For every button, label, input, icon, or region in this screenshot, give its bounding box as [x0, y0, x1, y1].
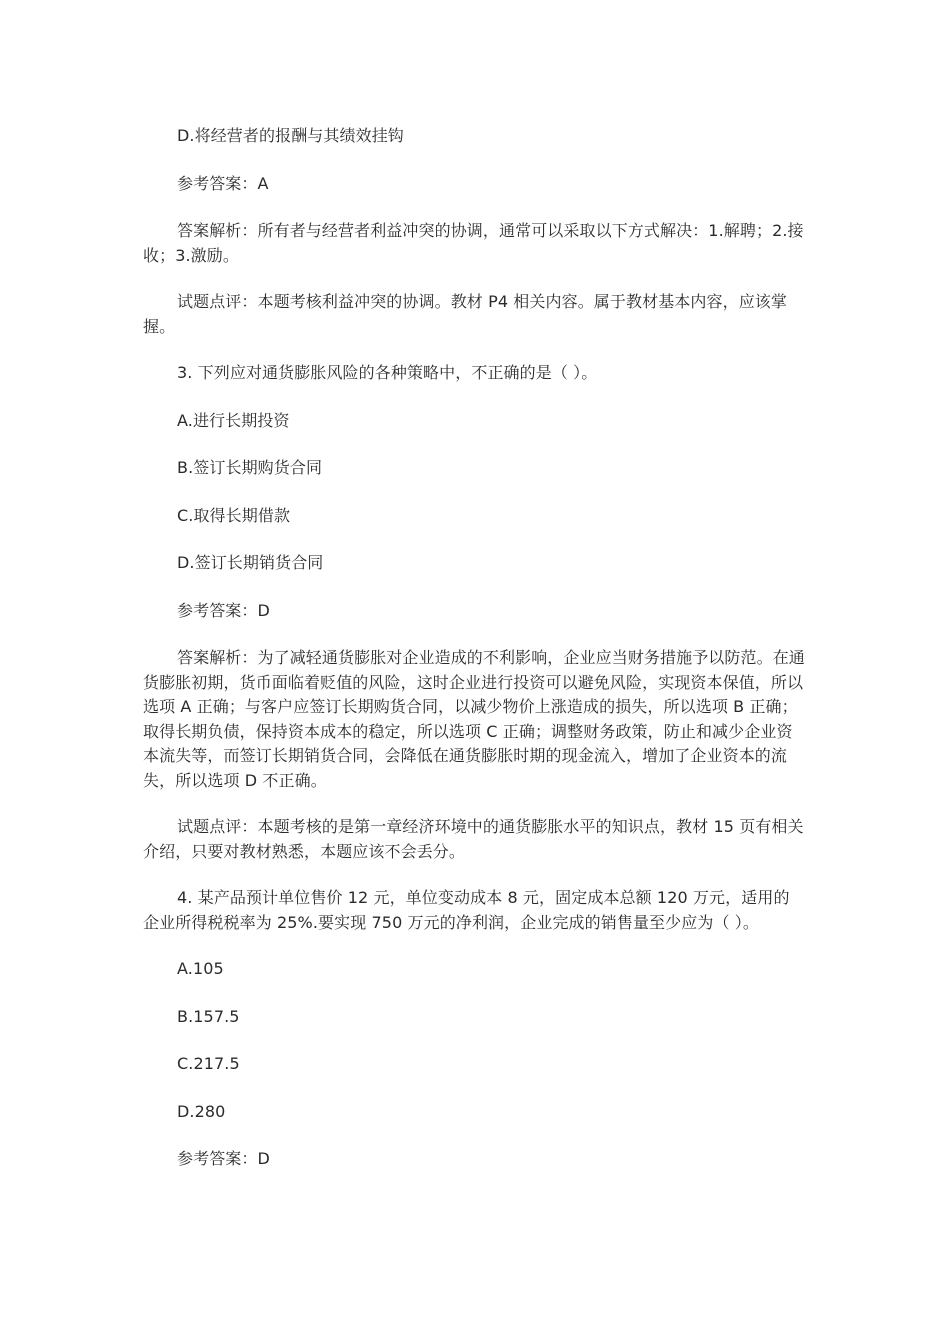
q4-option-a: A.105 — [177, 959, 224, 978]
q4-option-b: B.157.5 — [177, 1006, 240, 1026]
q3-answer: 参考答案：D — [177, 600, 270, 620]
q3-option-a: A.进行长期投资 — [177, 410, 290, 430]
q3-comment: 试题点评：本题考核的是第一章经济环境中的通货膨胀水平的知识点，教材 15 页有相关介绍，只要对教材熟悉，本题应该不会丢分。 — [143, 817, 804, 861]
q2-explanation: 答案解析：所有者与经营者利益冲突的协调，通常可以采取以下方式解决：1.解聘；2.接收；3.激励。 — [143, 221, 804, 265]
q2-comment: 试题点评：本题考核利益冲突的协调。教材 P4 相关内容。属于教材基本内容，应该掌握。 — [143, 292, 788, 336]
document-page — [143, 124, 805, 1195]
q3-stem: 3. 下列应对通货膨胀风险的各种策略中，不正确的是（ ）。 — [177, 363, 598, 382]
q4-option-d: D.280 — [177, 1101, 226, 1121]
q3-option-d: D.签订长期销货合同 — [177, 553, 324, 572]
q4-option-c: C.217.5 — [177, 1054, 240, 1073]
q4-answer: 参考答案：D — [177, 1149, 270, 1168]
q2-answer: 参考答案：A — [177, 173, 269, 193]
q3-option-c: C.取得长期借款 — [177, 505, 291, 525]
q3-explanation: 答案解析：为了减轻通货膨胀对企业造成的不利影响，企业应当财务措施予以防范。在通货膨胀初期，货币面临着贬值的风险，这时企业进行投资可以避免风险，实现资本保值，所以选项 A 正确；与客户应签订长期购货合同，以减少物价上涨造成的损失，所以选项 B 正确；取得长期负债，保持资本成本的稳定，所以选项 C 正确；调整财务政策，防止和减少企业资本流失等，而签订长期销货合同，会降低在通货膨胀时期的现金流入，增加了企业资本的流失，所以选项 D 不正确。 — [143, 648, 805, 790]
q2-option-d: D.将经营者的报酬与其绩效挂钩 — [177, 126, 404, 145]
q3-option-b: B.签订长期购货合同 — [177, 458, 323, 477]
q4-stem: 4. 某产品预计单位售价 12 元，单位变动成本 8 元，固定成本总额 120 万元，适用的企业所得税税率为 25%.要实现 750 万元的净利润，企业完成的销售量至少应为（ ）。 — [143, 888, 790, 932]
